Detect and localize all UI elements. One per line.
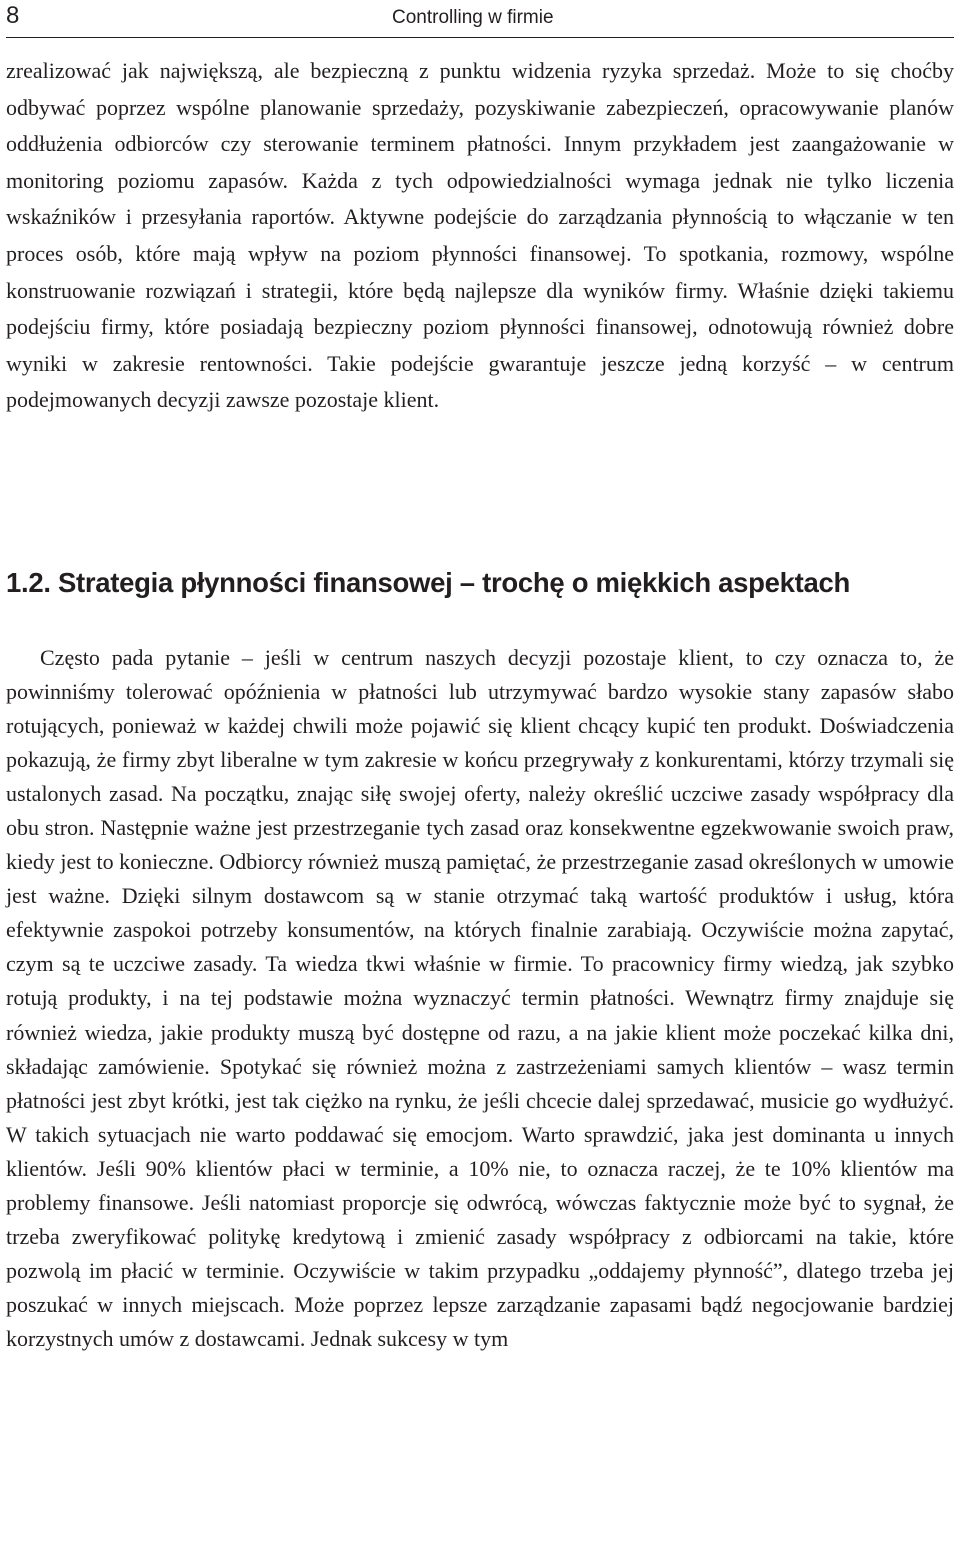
body-paragraph-1: zrealizować jak największą, ale bezpieczną z punktu widzenia ryzyka sprzedaż. Może to się choćby odbywać poprzez wspólne planowanie sprzedaży, pozyskiwanie zabezpieczeń, opracowywanie planów oddłużenia odbiorców czy sterowanie terminem płatności. Innym przykładem jest zaangażowanie w monitoring poziomu zapasów. Każda z tych odpowiedzialności wymaga jednak nie tylko liczenia wskaźników i przesyłania raportów. Aktywne podejście do zarządzania płynnością to włączanie w ten proces osób, które mają wpływ na poziom płynności finansowej. To spotkania, rozmowy, wspólne konstruowanie rozwiązań i strategii, które będą najlepsze dla wyników firmy. Właśnie dzięki takiemu podejściu firmy, które posiadają bezpieczny poziom płynności finansowej, odnotowują również dobre wyniki w zakresie rentowności. Takie podejście gwarantuje jeszcze jedną korzyść – w centrum podejmowanych decyzji zawsze pozostaje klient. bbox=[6, 58, 954, 413]
body-paragraph-2: Często pada pytanie – jeśli w centrum naszych decyzji pozostaje klient, to czy oznacza to, że powinniśmy tolerować opóźnienia w płatności lub utrzymywać bardzo wysokie stany zapasów słabo rotujących, ponieważ w każdej chwili może pojawić się klient chcący kupić ten produkt. Doświadczenia pokazują, że firmy zbyt liberalne w tym zakresie w końcu przegrywały z konkurentami, którzy trzymali się ustalonych zasad. Na początku, znając siłę swojej oferty, należy określić uczciwe zasady współpracy dla obu stron. Następnie ważne jest przestrzeganie tych zasad oraz konsekwentne egzekwowanie swoich praw, kiedy jest to konieczne. Odbiorcy również muszą pamiętać, że przestrzeganie zasad określonych w umowie jest ważne. Dzięki silnym dostawcom są w stanie otrzymać taką wartość produktów i usług, która efektywnie zaspokoi potrzeby konsumentów, na których finalnie zarabiają. Oczywiście można zapytać, czym są te uczciwe zasady. Ta wiedza tkwi właśnie w firmie. To pracownicy firmy wiedzą, jak szybko rotują produkty, i na tej podstawie można wyznaczyć termin płatności. Wewnątrz firmy znajduje się również wiedza, jakie produkty muszą być dostępne od razu, a na jakie klient może poczekać kilka dni, składając zamówienie. Spotykać się również można z zastrzeżeniami samych klientów – wasz termin płatności jest zbyt krótki, jest tak ciężko na rynku, że jeśli chcecie dalej sprzedawać, musicie go wydłużyć. W takich sytuacjach nie warto poddawać się emocjom. Warto sprawdzić, jaka jest dominanta u innych klientów. Jeśli 90% klientów płaci w terminie, a 10% nie, to oznacza raczej, że te 10% klientów ma problemy finansowe. Jeśli natomiast proporcje się odwrócą, wówczas faktycznie może być to sygnał, że trzeba zweryfikować politykę kredytową i zmienić zasady współpracy z odbiorcami na takie, które pozwolą im płacić w terminie. Oczywiście w takim przypadku „oddajemy płynność”, dlatego trzeba jej poszukać w innych miejscach. Może poprzez lepsze zarządzanie zapasami bądź negocjowanie bardziej korzystnych umów z dostawcami. Jednak sukcesy w tym bbox=[6, 645, 954, 1351]
header-rule bbox=[6, 37, 954, 38]
running-title: Controlling w firmie bbox=[392, 7, 554, 28]
page-header bbox=[0, 0, 960, 38]
section-heading: 1.2. Strategia płynności finansowej – trochę o miękkich aspektach bbox=[6, 567, 850, 598]
page-number: 8 bbox=[6, 2, 20, 29]
